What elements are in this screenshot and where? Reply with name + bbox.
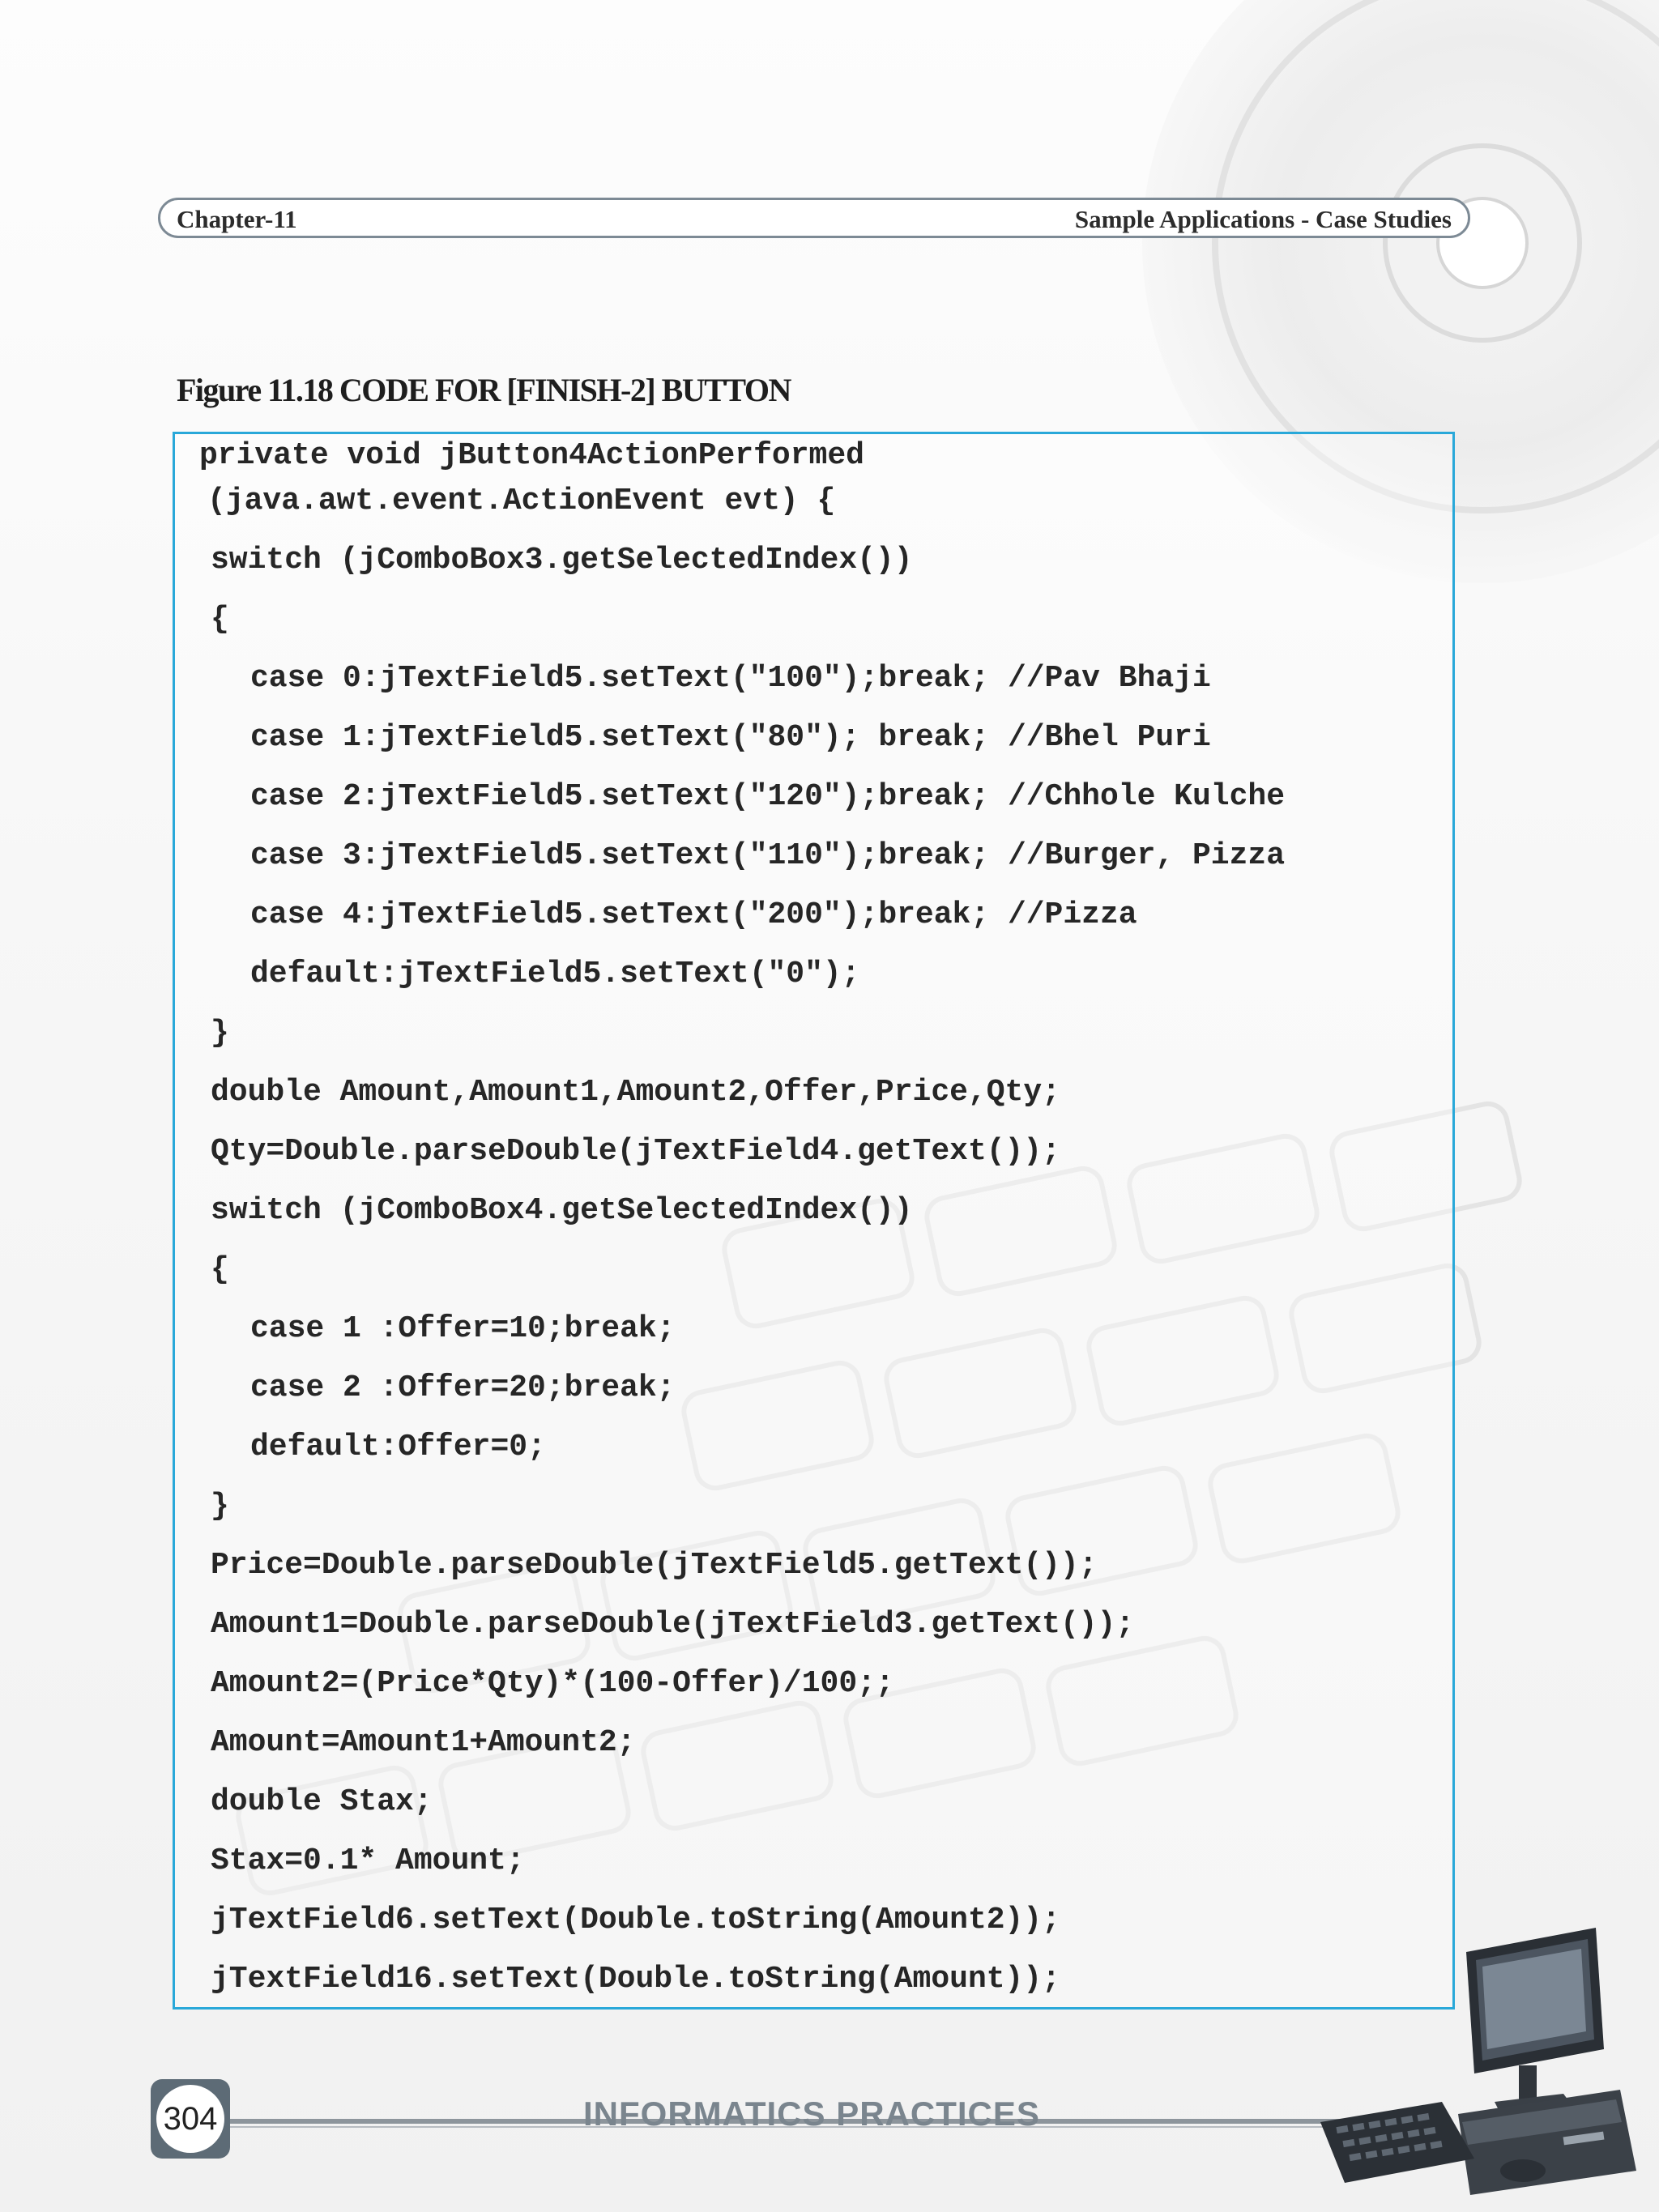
page-number-badge bbox=[151, 2079, 230, 2159]
code-line: jTextField6.setText(Double.toString(Amount2)); bbox=[211, 1903, 1060, 1937]
code-line: Stax=0.1* Amount; bbox=[211, 1843, 525, 1878]
code-line: Amount=Amount1+Amount2; bbox=[211, 1725, 636, 1760]
code-line: } bbox=[211, 1489, 229, 1524]
code-line: default:jTextField5.setText("0"); bbox=[250, 957, 860, 991]
code-line: switch (jComboBox3.getSelectedIndex()) bbox=[211, 543, 913, 578]
code-line: default:Offer=0; bbox=[250, 1430, 546, 1464]
chapter-label: Chapter-11 bbox=[177, 205, 297, 233]
code-line: (java.awt.event.ActionEvent evt) { bbox=[207, 484, 836, 518]
code-line: Amount2=(Price*Qty)*(100-Offer)/100;; bbox=[211, 1666, 894, 1701]
code-line: double Stax; bbox=[211, 1784, 433, 1819]
code-line: case 2 :Offer=20;break; bbox=[250, 1370, 676, 1405]
code-line: private void jButton4ActionPerformed bbox=[199, 438, 864, 473]
code-box bbox=[173, 432, 1455, 2010]
code-line: case 1:jTextField5.setText("80"); break; //Bhel Puri bbox=[250, 720, 1211, 755]
code-line: { bbox=[211, 602, 229, 637]
code-line: jTextField16.setText(Double.toString(Amount)); bbox=[211, 1962, 1060, 1997]
computer-icon bbox=[1320, 1928, 1644, 2195]
code-line: double Amount,Amount1,Amount2,Offer,Price,Qty; bbox=[211, 1075, 1060, 1110]
code-line: switch (jComboBox4.getSelectedIndex()) bbox=[211, 1193, 913, 1228]
code-line: Qty=Double.parseDouble(jTextField4.getText()); bbox=[211, 1134, 1060, 1169]
page-number: 304 bbox=[156, 2085, 224, 2153]
code-line: case 0:jTextField5.setText("100");break; //Pav Bhaji bbox=[250, 661, 1211, 696]
code-line: case 2:jTextField5.setText("120");break; //Chhole Kulche bbox=[250, 779, 1286, 814]
code-line: case 3:jTextField5.setText("110");break; //Burger, Pizza bbox=[250, 838, 1286, 873]
code-line: case 4:jTextField5.setText("200");break; //Pizza bbox=[250, 897, 1137, 932]
code-line: case 1 :Offer=10;break; bbox=[250, 1311, 676, 1346]
code-line: Amount1=Double.parseDouble(jTextField3.getText()); bbox=[211, 1607, 1135, 1642]
code-line: { bbox=[211, 1252, 229, 1287]
book-title: INFORMATICS PRACTICES bbox=[583, 2095, 1040, 2133]
chapter-header bbox=[158, 198, 1470, 238]
figure-caption: Figure 11.18 CODE FOR [FINISH-2] BUTTON bbox=[177, 372, 791, 408]
code-line: Price=Double.parseDouble(jTextField5.getText()); bbox=[211, 1548, 1098, 1583]
section-title: Sample Applications - Case Studies bbox=[1074, 205, 1452, 233]
code-line: } bbox=[211, 1016, 229, 1051]
